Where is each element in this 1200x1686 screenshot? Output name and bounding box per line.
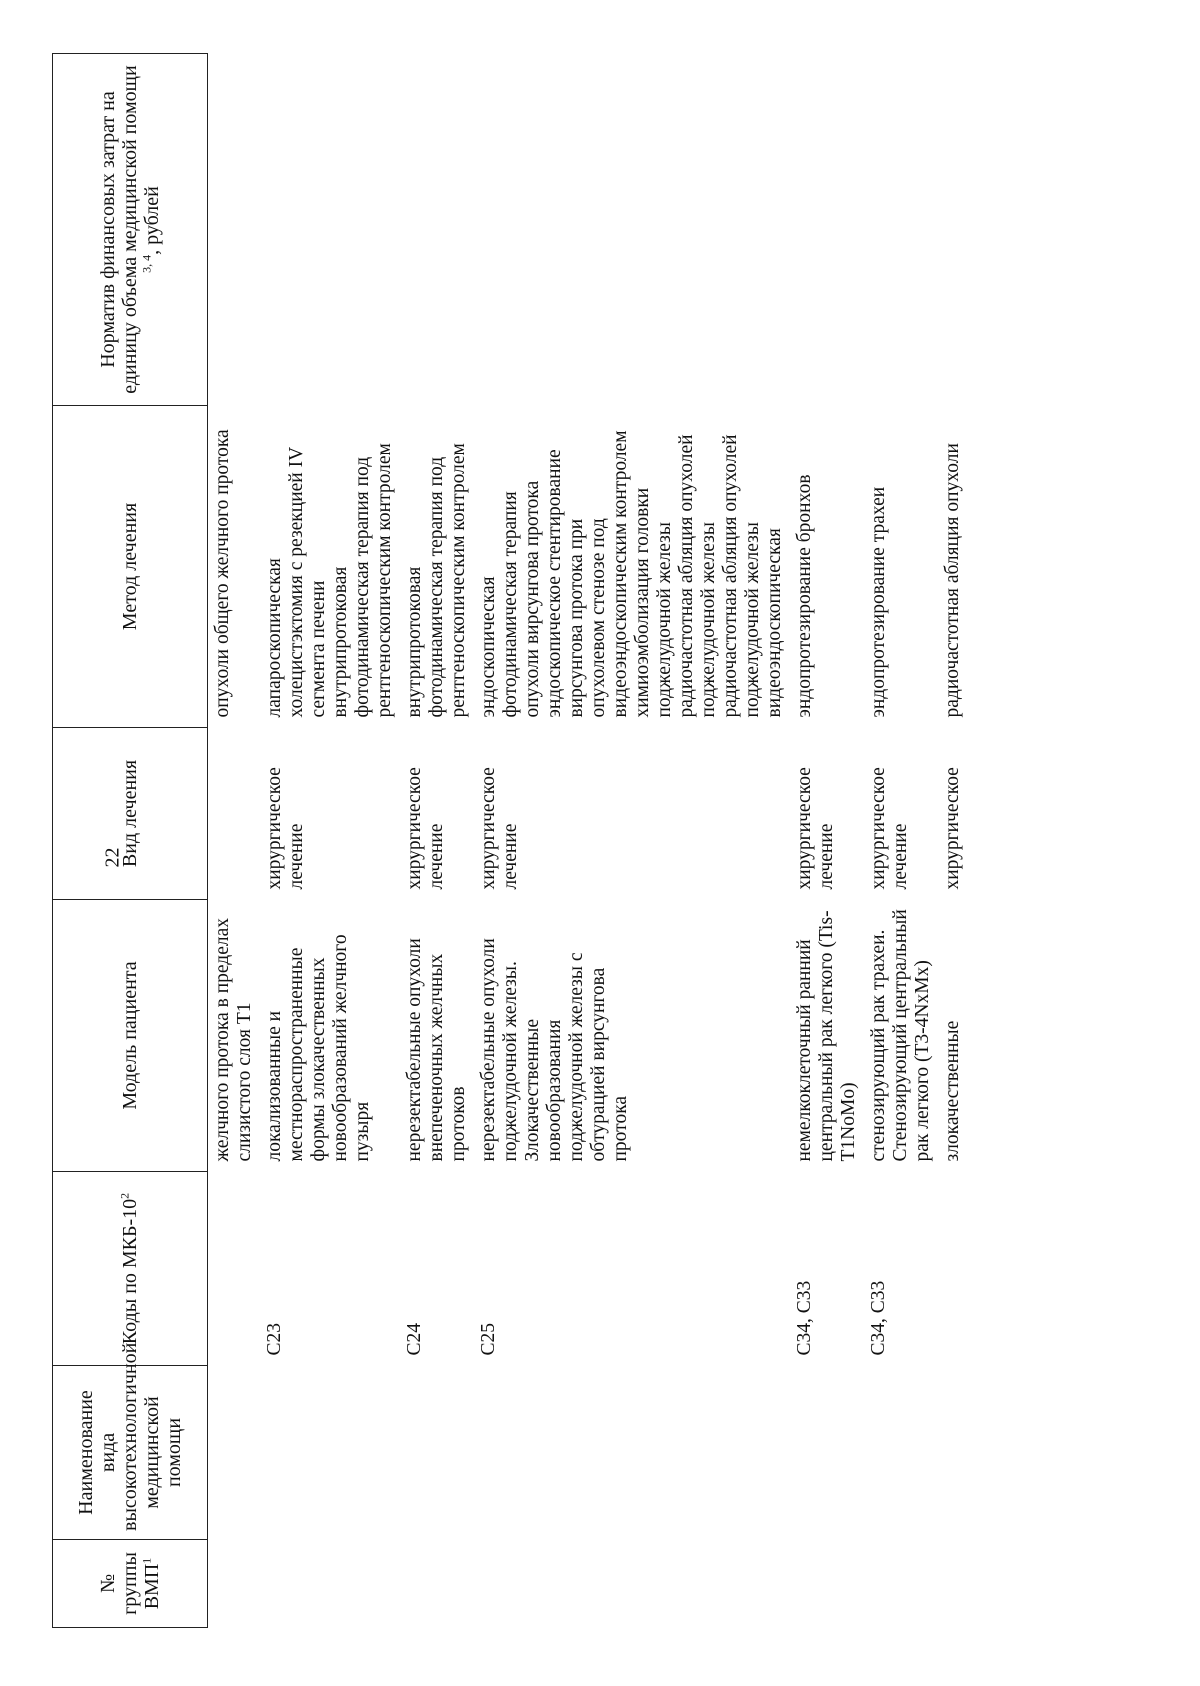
header-icd-codes: Коды по МКБ-$10^2$ [53, 1172, 208, 1366]
header-treatment-type: Вид лечения [53, 728, 208, 900]
treatment-type: хирургическое лечение [404, 767, 447, 890]
icd-code: C23 [264, 1322, 285, 1356]
header-care-type-name: Наименование вида высокотехнологичной медицинской помощи [53, 1366, 208, 1540]
table-row [208, 54, 263, 1628]
rotated-page-content [52, 54, 1152, 1628]
page-number: 22 [101, 847, 124, 867]
icd-code [208, 1172, 263, 1366]
table-row [402, 54, 476, 1628]
patient-model: стенозирующий рак трахеи. Стенозирующий центральный рак легкого (T3-4NxMx) [868, 909, 933, 1162]
patient-model: нерезектабельные опухоли внепеченочных желчных протоков [404, 938, 469, 1162]
table-row [792, 54, 866, 1628]
icd-code: C25 [478, 1322, 499, 1356]
treatment-type: хирургическое [942, 767, 963, 890]
icd-code [940, 1172, 970, 1366]
patient-model: желчного протока в пределах слизистого слоя T1 [212, 917, 255, 1162]
treatment-type: хирургическое лечение [478, 767, 521, 890]
icd-code: C34, C33 [868, 1280, 889, 1356]
table-row [940, 54, 970, 1628]
header-group-number: № группы ВМП$^1$ [53, 1540, 208, 1628]
patient-model: локализованные и местнораспространенные формы злокачественных новообразований желчного пузыря [264, 934, 373, 1162]
patient-model: нерезектабельные опухоли поджелудочной железы. Злокачественные новообразования поджелудочной железы с обтурацией вирсунгова протока [478, 938, 631, 1162]
treatment-table [52, 53, 970, 1628]
treatment-method: лапароскопическая холецистэктомия с резекцией IV сегмента печени внутрипротоковая фотодинамическая терапия под рентгеноскопическим контролем [264, 443, 395, 718]
header-treatment-method: Метод лечения [53, 406, 208, 728]
header-patient-model: Модель пациента [53, 900, 208, 1172]
treatment-type [208, 728, 263, 900]
icd-code: C24 [404, 1322, 425, 1356]
treatment-type: хирургическое лечение [264, 767, 307, 890]
icd-code: C34, C33 [794, 1280, 815, 1356]
treatment-method: эндоскопическая фотодинамическая терапия опухоли вирсунгова протока эндоскопическое стентирование вирсунгова протока при опухолевом стенозе под видеоэндоскопическим контролем химиоэмболизация головки поджелудочной железы радиочастотная абляция опухолей поджелудочной железы радиочастотная абляция опухолей поджелудочной железы видеоэндоскопическая [478, 430, 785, 718]
table-header-row [53, 54, 208, 1628]
patient-model: злокачественные [942, 1020, 963, 1162]
treatment-type: хирургическое лечение [794, 767, 837, 890]
treatment-method: эндопротезирование трахеи [868, 486, 889, 718]
treatment-method: эндопротезирование бронхов [794, 474, 815, 718]
patient-model: немелкоклеточный ранний центральный рак легкого (Tis- T1NoMo) [794, 910, 859, 1162]
table-row [866, 54, 940, 1628]
table-row [262, 54, 402, 1628]
treatment-method: опухоли общего желчного протока [212, 429, 233, 718]
table-row [476, 54, 792, 1628]
treatment-method: внутрипротоковая фотодинамическая терапия под рентгеноскопическим контролем [404, 443, 469, 718]
treatment-type: хирургическое лечение [868, 767, 911, 890]
header-financial-norm: Норматив финансовых затрат на единицу объема медицинской помощи $^{3, 4}$, рублей [53, 54, 208, 406]
treatment-method: радиочастотная абляция опухоли [942, 443, 963, 718]
